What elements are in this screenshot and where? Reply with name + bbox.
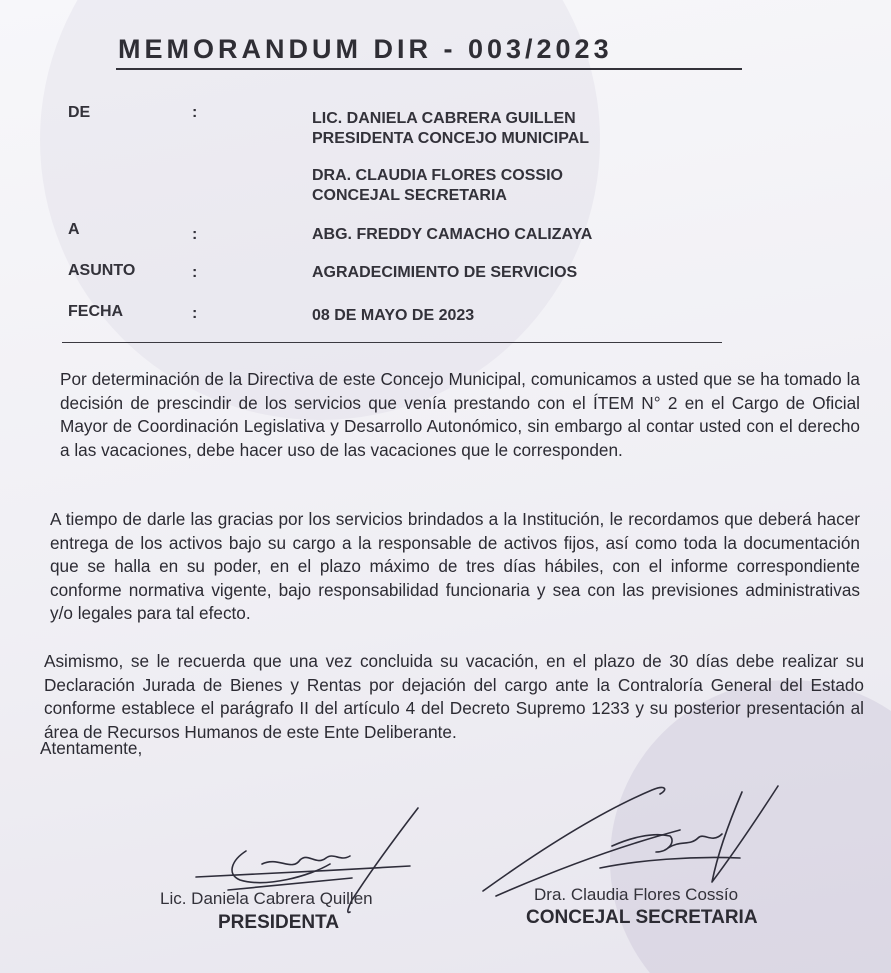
from-title-1: PRESIDENTA CONCEJO MUNICIPAL (312, 130, 590, 147)
date-value: 08 DE MAYO DE 2023 (312, 307, 475, 324)
subject-label: ASUNTO (68, 262, 136, 279)
date-label: FECHA (68, 303, 124, 320)
paragraph-3: Asimismo, se le recuerda que una vez concluida su vacación, en el plazo de 30 días debe realizar su Declaración Jurada de Bienes y Rentas por dejación del cargo ante la Contraloría General del Estado conforme establece el parágrafo II del artículo 4 del Decreto Supremo 1233 y su posterior presentación al área de Recursos Humanos de este Ente Deliberante. (44, 651, 864, 742)
signature-2-stroke (612, 835, 672, 852)
subject-colon: : (192, 264, 198, 281)
from-name-1: LIC. DANIELA CABRERA GUILLEN (312, 110, 576, 127)
paragraph-2: A tiempo de darle las gracias por los servicios brindados a la Institución, le recordamos que deberá hacer entrega de los activos bajo su cargo a la responsable de activos fijos, así como toda la documentación que se halla en su poder, en el plazo máximo de tres días hábiles, con el informe correspondiente conforme normativa vigente, bajo responsabilidad funcionaria y sea con las previsiones administrativas y/o legales para tal efecto. (50, 509, 860, 623)
from-title-2: CONCEJAL SECRETARIA (312, 187, 507, 204)
from-name-2: DRA. CLAUDIA FLORES COSSIO (312, 167, 563, 184)
signature-2-name: Dra. Claudia Flores Cossío (534, 885, 739, 904)
signature-1-stroke (262, 856, 350, 865)
signature-2-stroke (668, 834, 722, 848)
to-value: ABG. FREDDY CAMACHO CALIZAYA (312, 226, 593, 243)
from-label: DE (68, 104, 91, 121)
signature-1-role: PRESIDENTA (218, 912, 340, 933)
closing-text: Atentamente, (40, 738, 143, 758)
signature-2-stroke (600, 857, 740, 868)
to-label: A (68, 221, 80, 238)
to-colon: : (192, 226, 198, 243)
paragraph-1: Por determinación de la Directiva de este Concejo Municipal, comunicamos a usted que se ha tomado la decisión de prescindir de los servicios que venía prestando con el ÍTEM N° 2 en el Cargo de Oficial Mayor de Coordinación Legislativa y Desarrollo Autonómico, sin embargo al contar usted con el derecho a las vacaciones, debe hacer uso de las vacaciones que le corresponden. (60, 369, 860, 460)
date-colon: : (192, 305, 198, 322)
memo-title: MEMORANDUM DIR - 003/2023 (118, 34, 613, 64)
signature-1-name: Lic. Daniela Cabrera Quillen (160, 889, 373, 908)
from-colon: : (192, 104, 198, 121)
subject-value: AGRADECIMIENTO DE SERVICIOS (312, 264, 578, 281)
signature-2-stroke (483, 787, 665, 891)
signature-2-role: CONCEJAL SECRETARIA (526, 907, 758, 928)
signature-1-stroke (232, 851, 330, 883)
